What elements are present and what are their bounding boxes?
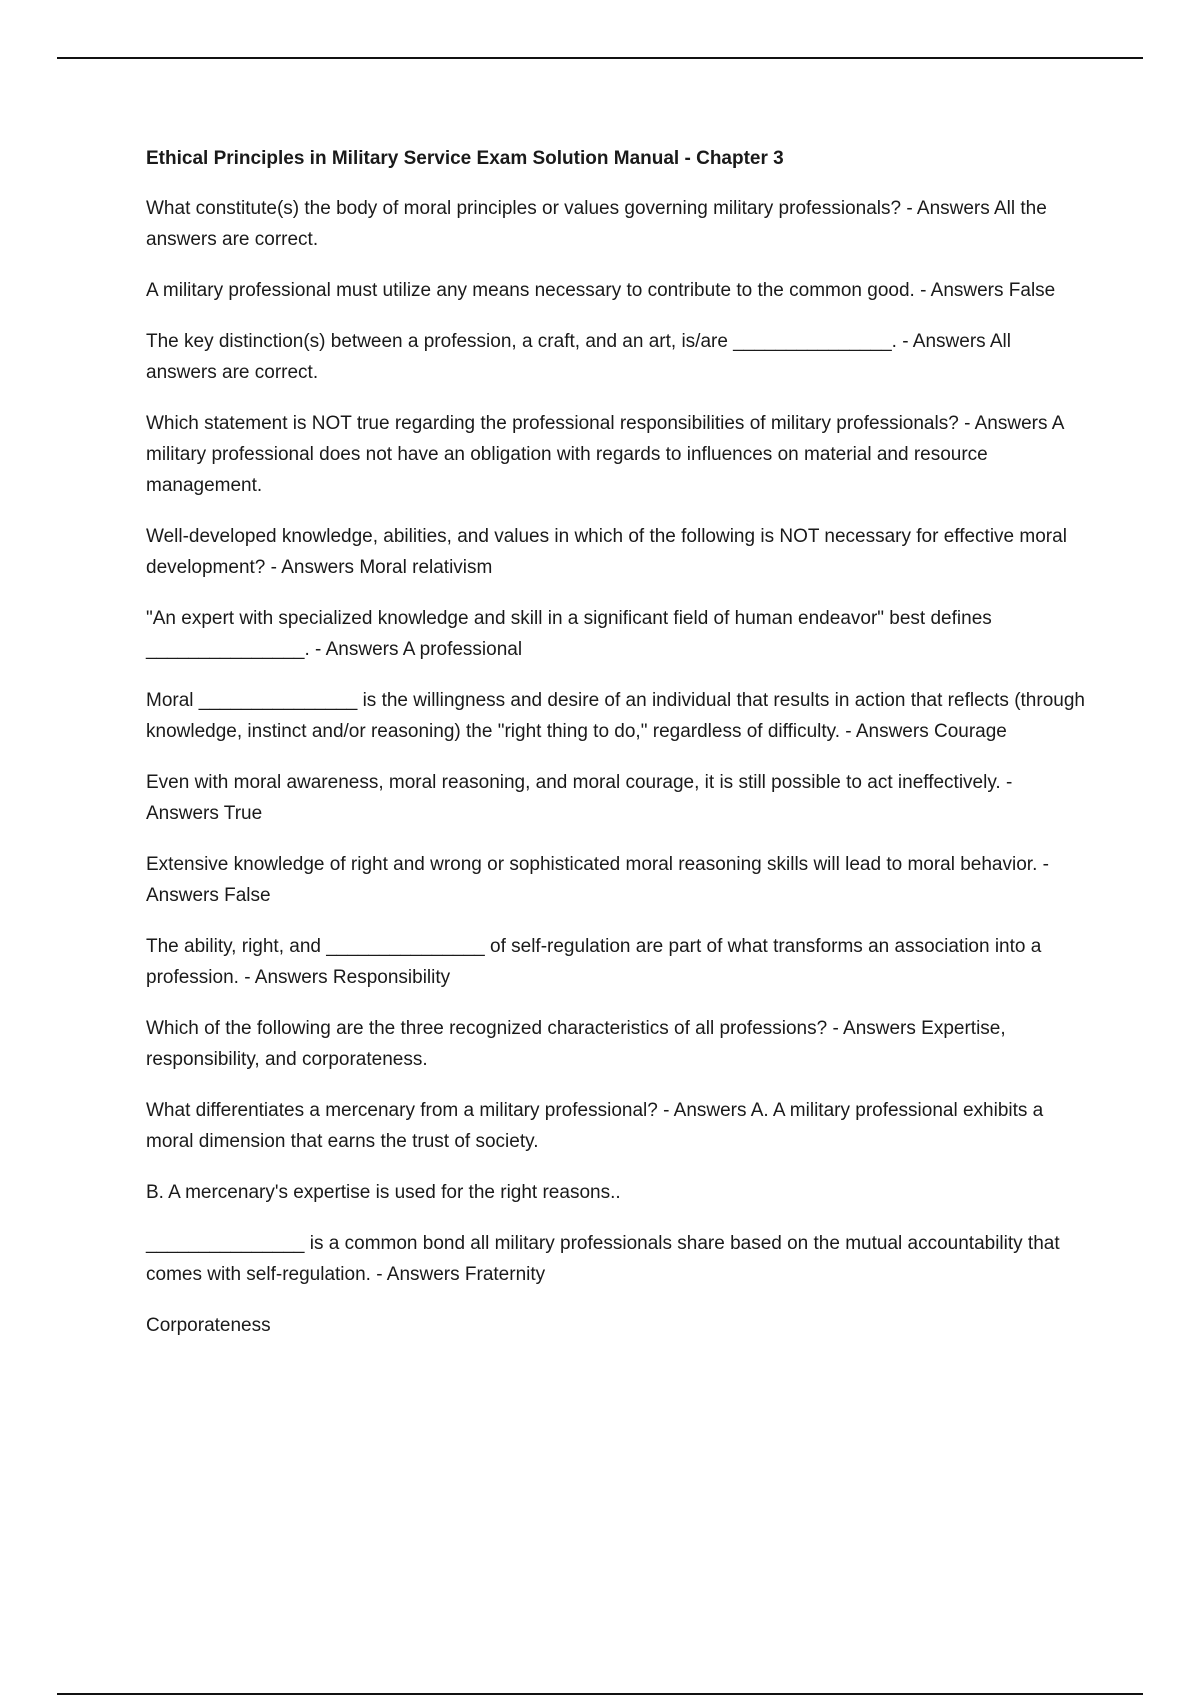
qa-paragraph: The key distinction(s) between a profession, a craft, and an art, is/are _______________. - Answers All answers are correct.	[146, 331, 1012, 383]
qa-paragraph: What differentiates a mercenary from a military professional? - Answers A. A military professional exhibits a moral dimension that earns the trust of society.	[146, 1100, 1044, 1152]
top-rule	[57, 57, 1143, 59]
qa-paragraph: B. A mercenary's expertise is used for the right reasons..	[146, 1182, 621, 1203]
qa-paragraph: Extensive knowledge of right and wrong or sophisticated moral reasoning skills will lead to moral behavior. - Answers False	[146, 854, 1049, 906]
qa-paragraph: Moral _______________ is the willingness and desire of an individual that results in action that reflects (through knowledge, instinct and/or reasoning) the "right thing to do," regardless of difficulty. - Answers Courage	[146, 690, 1085, 742]
qa-paragraph: Corporateness	[146, 1315, 271, 1336]
qa-paragraph: What constitute(s) the body of moral principles or values governing military professionals? - Answers All the answers are correct.	[146, 198, 1047, 250]
qa-paragraph: "An expert with specialized knowledge and skill in a significant field of human endeavor" best defines _______________. - Answers A professional	[146, 608, 992, 660]
qa-paragraph: _______________ is a common bond all military professionals share based on the mutual accountability that comes with self-regulation. - Answers Fraternity	[146, 1233, 1060, 1285]
document-body	[146, 144, 1086, 1361]
qa-paragraph: Which of the following are the three recognized characteristics of all professions? - Answers Expertise, responsibility, and corporateness.	[146, 1018, 1006, 1070]
qa-paragraph: A military professional must utilize any means necessary to contribute to the common good. - Answers False	[146, 280, 1056, 301]
bottom-rule	[57, 1693, 1143, 1695]
document-title: Ethical Principles in Military Service Exam Solution Manual - Chapter 3	[146, 148, 784, 169]
qa-paragraph: Well-developed knowledge, abilities, and values in which of the following is NOT necessary for effective moral development? - Answers Moral relativism	[146, 526, 1067, 578]
qa-paragraph: Even with moral awareness, moral reasoning, and moral courage, it is still possible to act ineffectively. - Answers True	[146, 772, 1013, 824]
qa-paragraph: Which statement is NOT true regarding the professional responsibilities of military professionals? - Answers A military professional does not have an obligation with regards to influences on material and resource management.	[146, 413, 1064, 496]
qa-paragraph: The ability, right, and _______________ of self-regulation are part of what transforms an association into a profession. - Answers Responsibility	[146, 936, 1042, 988]
